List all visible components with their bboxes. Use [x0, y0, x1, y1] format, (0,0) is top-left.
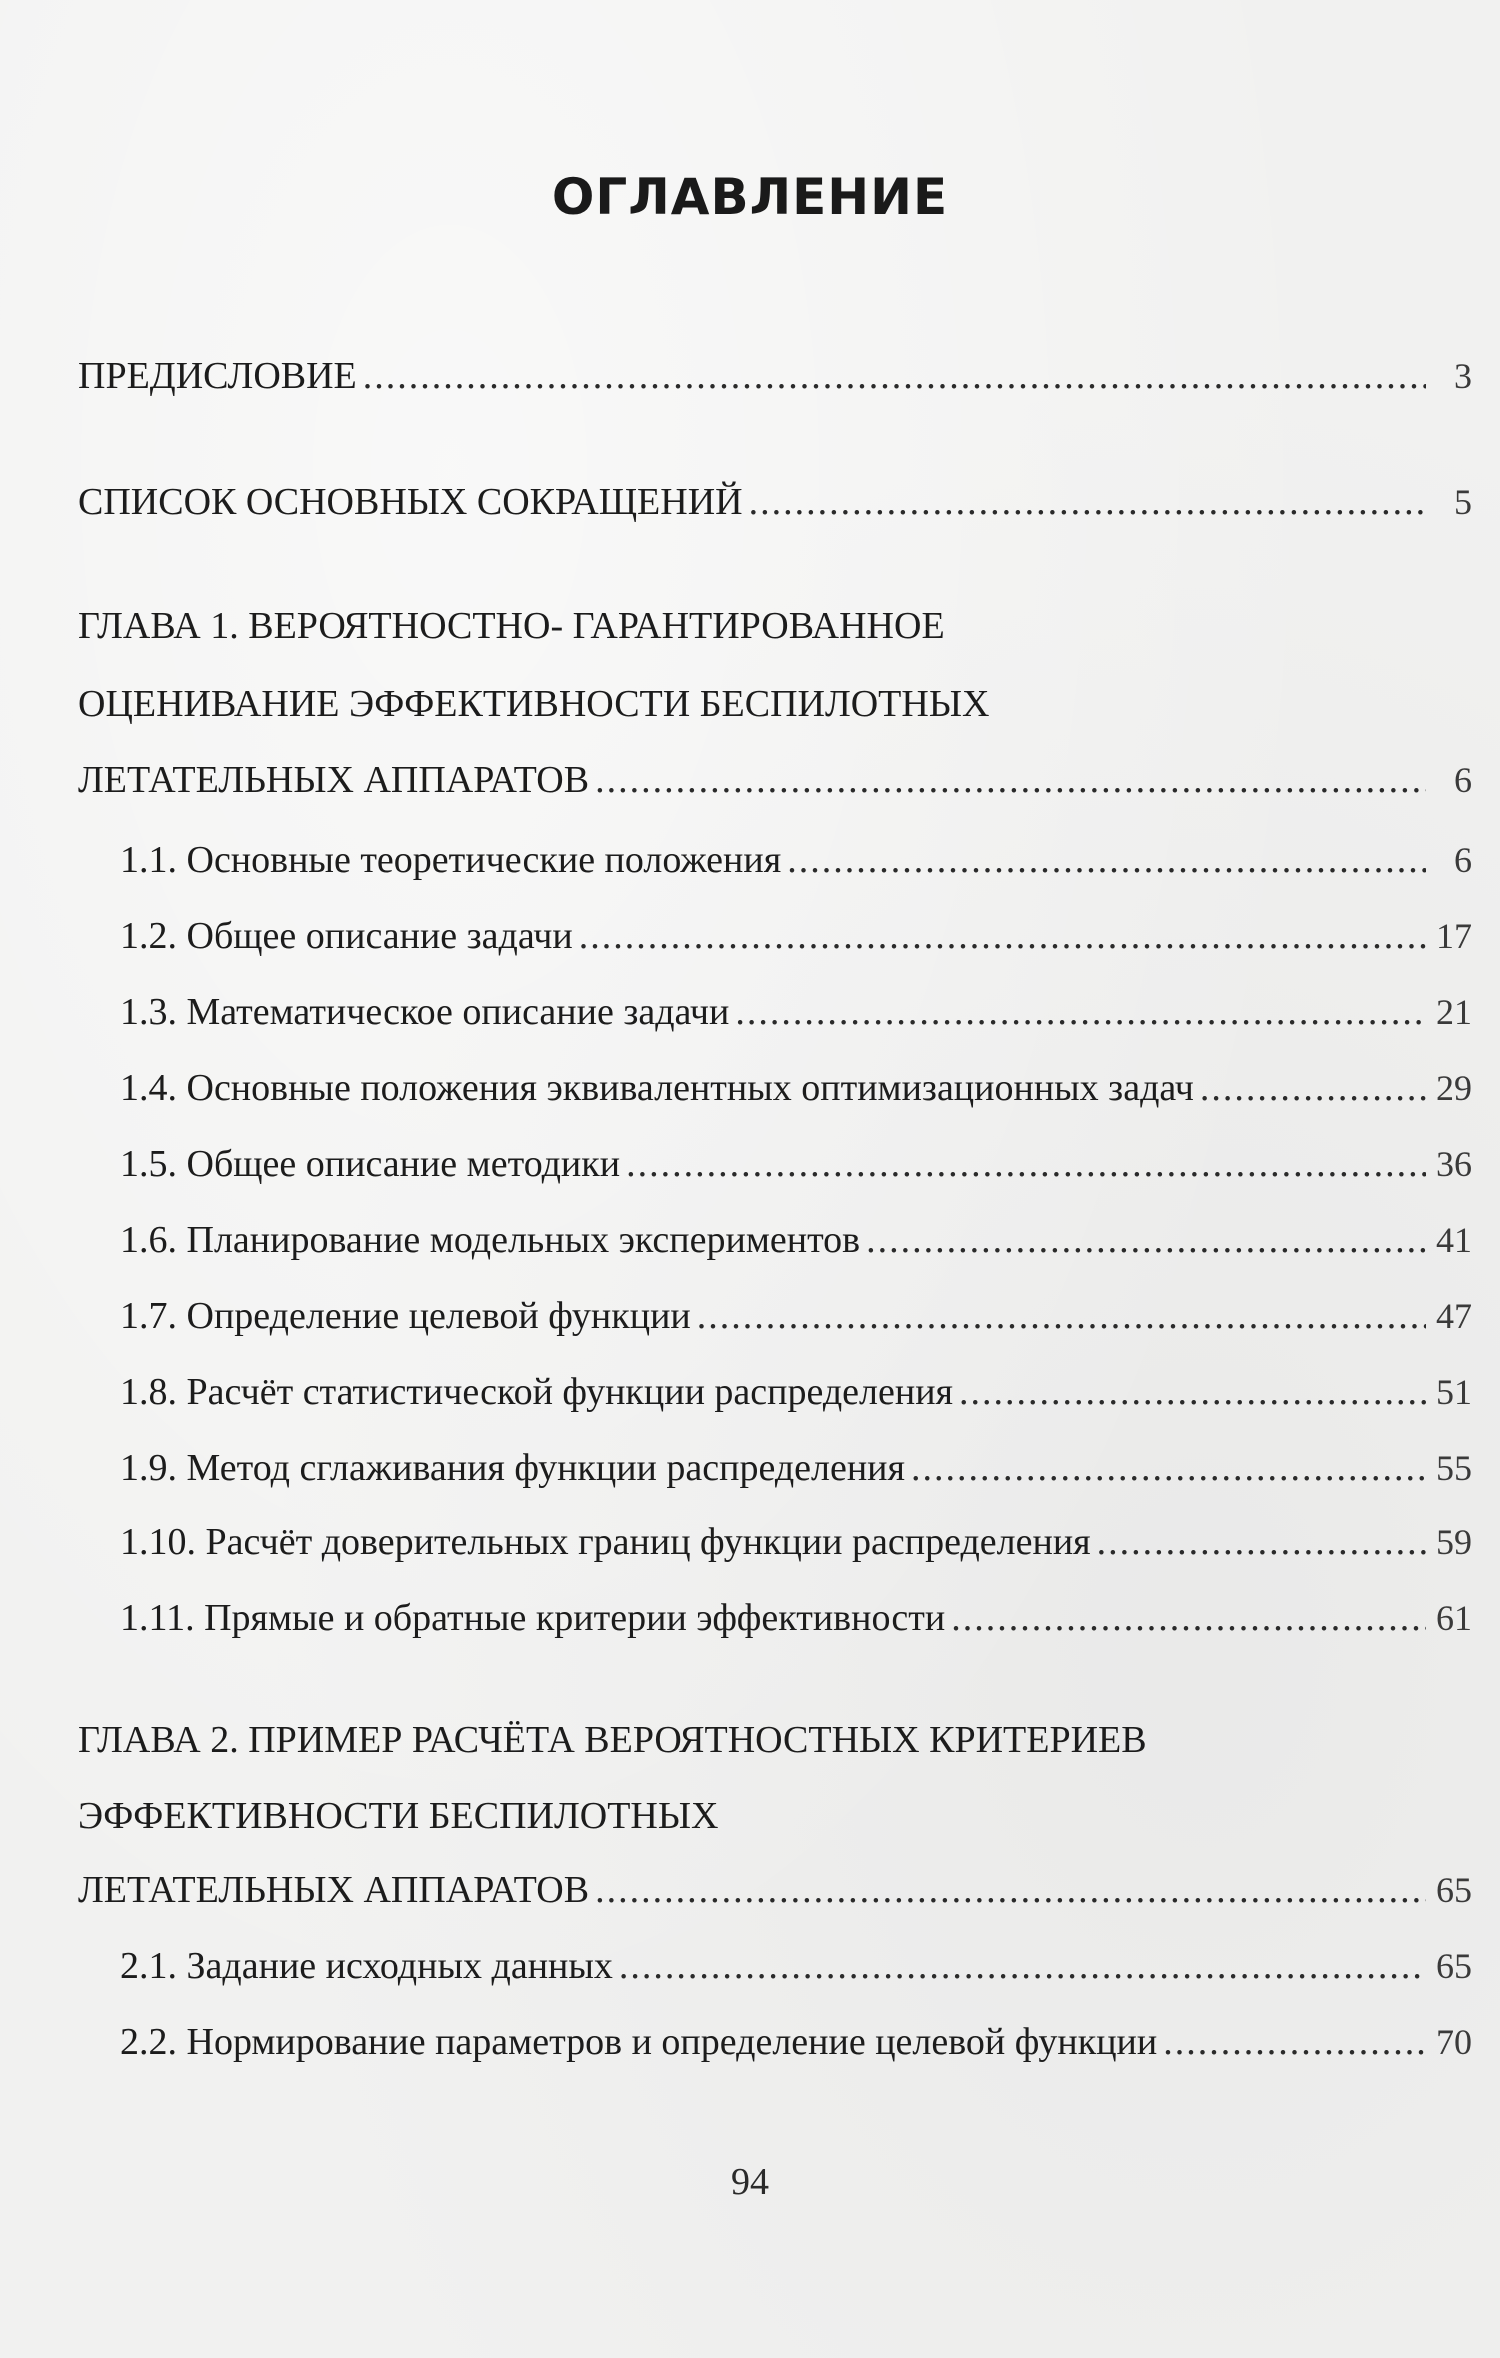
toc-section-1-7: [120, 1288, 1472, 1344]
toc-section-2-1: [120, 1938, 1472, 1994]
toc-section-label: 1.8. Расчёт статистической функции распределения: [120, 1371, 954, 1413]
toc-section-label: 1.5. Общее описание методики: [120, 1143, 621, 1185]
chapter-1-title-line-2: ОЦЕНИВАНИЕ ЭФФЕКТИВНОСТИ БЕСПИЛОТНЫХ: [78, 683, 990, 725]
toc-entry-chapter-2: [78, 1862, 1472, 1918]
toc-section-1-11: [120, 1590, 1472, 1646]
toc-section-page: 29: [1436, 1068, 1472, 1108]
chapter-1-title-line-1: ГЛАВА 1. ВЕРОЯТНОСТНО- ГАРАНТИРОВАННОЕ: [78, 605, 945, 647]
toc-entry-chapter-1: [78, 752, 1472, 808]
leader-dots: [1097, 1514, 1426, 1570]
chapter-1-title-line-3: ЛЕТАТЕЛЬНЫХ АППАРАТОВ: [78, 759, 590, 801]
leader-dots: [363, 348, 1426, 404]
leader-dots: [749, 474, 1426, 530]
chapter-2-title-line-3: ЛЕТАТЕЛЬНЫХ АППАРАТОВ: [78, 1869, 590, 1911]
leader-dots: [735, 984, 1426, 1040]
toc-section-page: 65: [1436, 1946, 1472, 1986]
toc-entry-page: 5: [1454, 482, 1472, 522]
toc-section-1-2: [120, 908, 1472, 964]
toc-section-1-9: [120, 1440, 1472, 1496]
leader-dots: [951, 1590, 1426, 1646]
toc-section-page: 17: [1436, 916, 1472, 956]
toc-entry-label: СПИСОК ОСНОВНЫХ СОКРАЩЕНИЙ: [78, 481, 743, 523]
toc-section-1-5: [120, 1136, 1472, 1192]
toc-section-label: 2.2. Нормирование параметров и определение целевой функции: [120, 2021, 1158, 2063]
toc-section-label: 1.6. Планирование модельных экспериментов: [120, 1219, 861, 1261]
toc-section-page: 51: [1436, 1372, 1472, 1412]
toc-section-page: 55: [1436, 1448, 1472, 1488]
leader-dots: [959, 1364, 1426, 1420]
leader-dots: [595, 752, 1426, 808]
toc-entry-abbreviations: [78, 474, 1472, 530]
toc-section-page: 59: [1436, 1522, 1472, 1562]
toc-section-label: 1.9. Метод сглаживания функции распределения: [120, 1447, 905, 1489]
toc-section-page: 47: [1436, 1296, 1472, 1336]
toc-section-label: 1.3. Математическое описание задачи: [120, 991, 730, 1033]
leader-dots: [1163, 2014, 1426, 2070]
page-number: 94: [731, 2161, 769, 2203]
toc-entry-page: 6: [1454, 760, 1472, 800]
toc-section-label: 1.4. Основные положения эквивалентных оптимизационных задач: [120, 1067, 1194, 1109]
toc-entry-page: 65: [1436, 1870, 1472, 1910]
toc-entry-label: ПРЕДИСЛОВИЕ: [78, 355, 357, 397]
toc-section-page: 36: [1436, 1144, 1472, 1184]
toc-section-label: 1.11. Прямые и обратные критерии эффективности: [120, 1597, 946, 1639]
toc-section-label: 1.7. Определение целевой функции: [120, 1295, 691, 1337]
page-title: ОГЛАВЛЕНИЕ: [551, 168, 949, 226]
leader-dots: [1200, 1060, 1426, 1116]
toc-section-label: 1.2. Общее описание задачи: [120, 915, 573, 957]
toc-section-1-3: [120, 984, 1472, 1040]
toc-section-label: 1.1. Основные теоретические положения: [120, 839, 782, 881]
toc-section-1-10: [120, 1514, 1472, 1570]
toc-section-2-2: [120, 2014, 1472, 2070]
toc-section-page: 6: [1454, 840, 1472, 880]
toc-entry-page: 3: [1454, 356, 1472, 396]
leader-dots: [911, 1440, 1426, 1496]
toc-section-1-6: [120, 1212, 1472, 1268]
toc-section-1-8: [120, 1364, 1472, 1420]
leader-dots: [619, 1938, 1426, 1994]
leader-dots: [595, 1862, 1426, 1918]
toc-section-page: 21: [1436, 992, 1472, 1032]
toc-section-page: 61: [1436, 1598, 1472, 1638]
toc-section-page: 41: [1436, 1220, 1472, 1260]
chapter-2-title-line-2: ЭФФЕКТИВНОСТИ БЕСПИЛОТНЫХ: [78, 1795, 719, 1837]
leader-dots: [697, 1288, 1426, 1344]
leader-dots: [579, 908, 1426, 964]
toc-section-1-1: [120, 832, 1472, 888]
leader-dots: [866, 1212, 1426, 1268]
toc-section-label: 2.1. Задание исходных данных: [120, 1945, 613, 1987]
leader-dots: [787, 832, 1426, 888]
toc-entry-preface: [78, 348, 1472, 404]
chapter-2-title-line-1: ГЛАВА 2. ПРИМЕР РАСЧЁТА ВЕРОЯТНОСТНЫХ КРИТЕРИЕВ: [78, 1719, 1147, 1761]
toc-section-1-4: [120, 1060, 1472, 1116]
leader-dots: [626, 1136, 1426, 1192]
toc-section-page: 70: [1436, 2022, 1472, 2062]
toc-section-label: 1.10. Расчёт доверительных границ функции распределения: [120, 1521, 1091, 1563]
